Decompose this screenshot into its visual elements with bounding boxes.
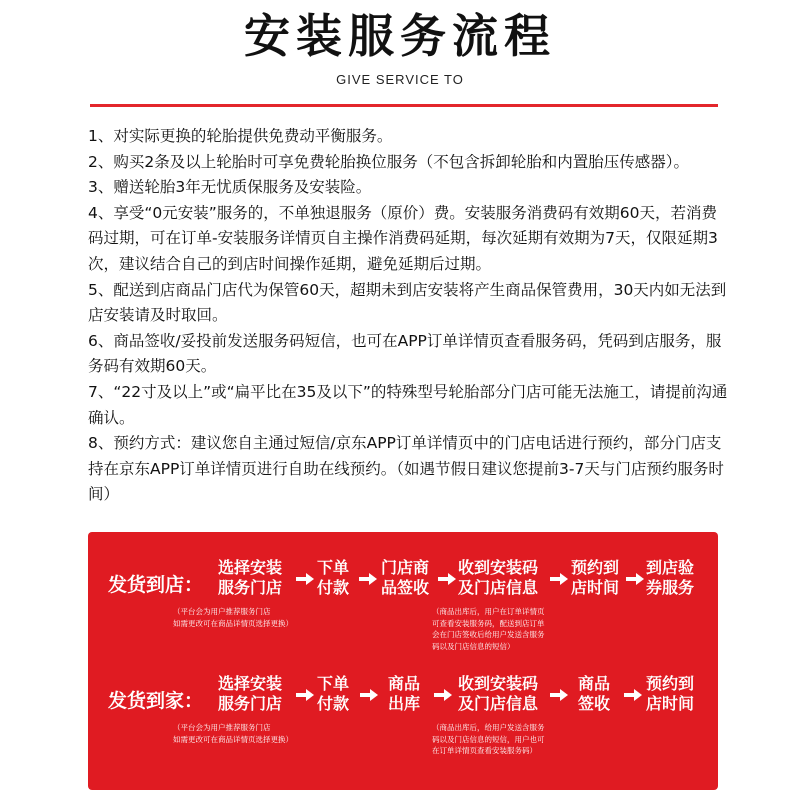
note-item: 7、“22寸及以上”或“扁平比在35及以下”的特殊型号轮胎部分门店可能无法施工，请提前沟通确认。 [88, 382, 728, 427]
note-line: 可查看安装服务码，配送到店订单 [432, 618, 545, 628]
step-line: 及门店信息 [458, 578, 539, 597]
page-title: 安装服务流程 [244, 9, 556, 63]
note-line: 在订单详情页查看安装服务码） [432, 746, 537, 755]
step-line: 门店商 [381, 558, 430, 577]
flow-step [578, 674, 610, 714]
step-line: 商品 [578, 674, 611, 693]
arrow-right-icon [434, 689, 452, 701]
step-line: 付款 [317, 578, 350, 597]
step-line: 服务门店 [218, 578, 283, 597]
note-item: 4、享受“0元安装”服务的，不单独退服务（原价）费。安装服务消费码有效期60天，若消费码过期，可在订单-安装服务详情页自主操作消费码延期，每次延期有效期为7天，仅限延期3次，建议结合自己的到店时间操作延期，避免延期后过期。 [88, 203, 718, 273]
note-item: 3、赠送轮胎3年无忧质保服务及安装险。 [88, 178, 372, 197]
flow-note-store-left [173, 606, 293, 629]
flow-note-home-mid [432, 722, 545, 757]
step-line: 出库 [388, 694, 421, 713]
step-line: 选择安装 [218, 674, 283, 693]
step-line: 预约到 [646, 674, 695, 693]
arrow-right-icon [624, 689, 642, 701]
arrow-right-icon [550, 573, 568, 585]
note-line: （平台会为用户推荐服务门店 [173, 723, 271, 732]
step-line: 下单 [317, 558, 350, 577]
note-item: 2、购买2条及以上轮胎时可享免费轮胎换位服务（不包含拆卸轮胎和内置胎压传感器）。 [88, 152, 689, 171]
note-line: 会在门店签收后给用户发送含服务 [432, 630, 545, 639]
arrow-right-icon [438, 573, 456, 585]
step-line: 收到安装码 [458, 558, 539, 577]
arrow-right-icon [626, 573, 644, 585]
note-line: （平台会为用户推荐服务门店 [173, 607, 271, 616]
page-subtitle: GIVE SERVICE TO [336, 72, 464, 87]
flow-step [317, 674, 349, 714]
note-line: 码以及门店信息的短信） [432, 641, 515, 651]
arrow-right-icon [360, 689, 378, 701]
step-line: 品签收 [381, 578, 430, 597]
step-line: 到店验 [646, 558, 695, 577]
flow-step [381, 558, 429, 598]
flow-step [458, 674, 538, 714]
flow-step [646, 558, 694, 598]
note-line: （商品出库后，给用户发送含服务 [432, 723, 545, 732]
step-line: 券服务 [646, 578, 695, 597]
step-line: 签收 [578, 694, 611, 713]
flow-step [571, 558, 619, 598]
flow-step [646, 674, 694, 714]
flow-label-store: 发货到店： [108, 574, 204, 596]
title-divider [90, 104, 718, 107]
step-line: 服务门店 [218, 694, 283, 713]
flow-step [218, 558, 282, 598]
step-line: 收到安装码 [458, 674, 539, 693]
step-line: 店时间 [646, 694, 695, 713]
note-line: 如需更改可在商品详情页选择更换） [173, 734, 293, 744]
note-line: 码以及门店信息的短信，用户也可 [432, 734, 545, 744]
arrow-right-icon [296, 689, 314, 701]
step-line: 下单 [317, 674, 350, 693]
arrow-right-icon [550, 689, 568, 701]
arrow-right-icon [296, 573, 314, 585]
note-item: 1、对实际更换的轮胎提供免费动平衡服务。 [88, 127, 393, 145]
flow-panel [88, 532, 718, 790]
note-item: 5、配送到店商品门店代为保管60天，超期未到店安装将产生商品保管费用，30天内如无法到店安装请及时取回。 [88, 280, 727, 325]
arrow-right-icon [359, 573, 377, 585]
service-notes [88, 124, 728, 508]
note-line: 如需更改可在商品详情页选择更换） [173, 618, 293, 628]
flow-step [317, 558, 349, 598]
note-item: 6、商品签收/妥投前发送服务码短信，也可在APP订单详情页查看服务码，凭码到店服务，服务码有效期60天。 [88, 331, 722, 376]
step-line: 店时间 [571, 578, 620, 597]
flow-step [458, 558, 538, 598]
step-line: 付款 [317, 694, 350, 713]
flow-label-home: 发货到家： [108, 690, 204, 712]
flow-note-home-left [173, 722, 293, 745]
step-line: 选择安装 [218, 558, 283, 577]
flow-step [388, 674, 420, 714]
flow-step [218, 674, 282, 714]
note-item: 8、预约方式：建议您自主通过短信/京东APP订单详情页中的门店电话进行预约，部分门店支持在京东APP订单详情页进行自助在线预约。（如遇节假日建议您提前3-7天与门店预约服务时间） [88, 434, 724, 504]
note-line: （商品出库后，用户在订单详情页 [432, 607, 545, 616]
step-line: 及门店信息 [458, 694, 539, 713]
step-line: 商品 [388, 674, 421, 693]
step-line: 预约到 [571, 558, 620, 577]
flow-note-store-mid [432, 606, 545, 652]
